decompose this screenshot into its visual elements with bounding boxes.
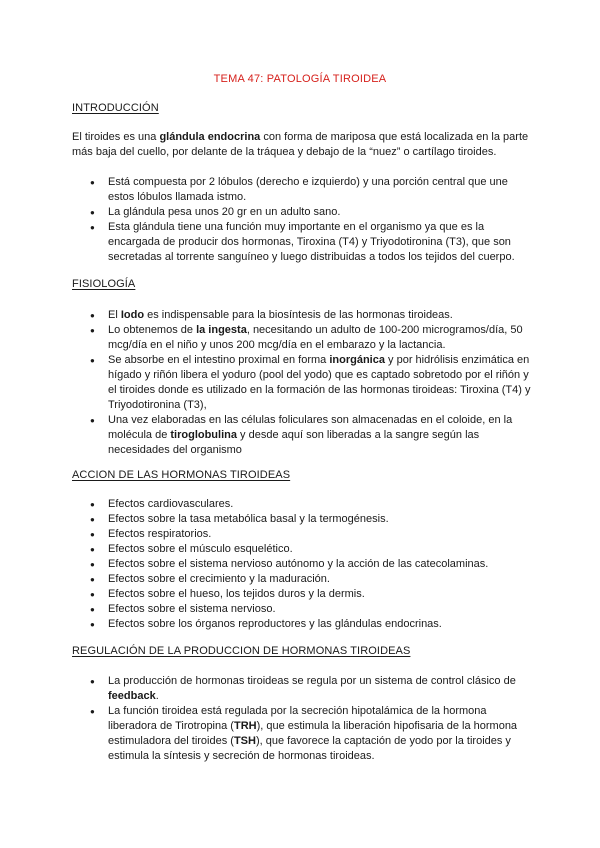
text-run: y por hidrólisis enzimática en hígado y riñón libera el yoduro (pool del yodo) que es captado sobretodo por el riñón y el tiroides donde es utilizado en la formación de las hormonas tiroideas: Tiroxina (T4) y Triyodotironina (T3), [108,354,531,411]
text-run: ), que favorece la captación de yodo por la tiroides y estimula la síntesis y secreción de hormonas tiroideas. [108,735,511,762]
list-item: ● Efectos sobre el crecimiento y la maduración. [72,572,532,587]
list-item: ● Efectos sobre los órganos reproductores y las glándulas endocrinas. [72,617,532,632]
list-item: ● Efectos sobre el hueso, los tejidos duros y la dermis. [72,587,532,602]
text-run: La producción de hormonas tiroideas se regula por un sistema de control clásico de [108,675,516,687]
list-item [72,323,532,353]
fisio-bullet-list [72,308,532,458]
list-item: ● Efectos sobre el sistema nervioso. [72,602,532,617]
text-run: Lo obtenemos de [108,324,197,336]
list-item: ● Efectos respiratorios. [72,527,532,542]
list-item: ● Está compuesta por 2 lóbulos (derecho e izquierdo) y una porción central que une estos lóbulos llamada istmo. [72,175,532,205]
accion-bullet-list [72,497,532,632]
text-run: El [108,309,121,321]
list-item [72,413,532,458]
text-run: La función tiroidea está regulada por la secreción hipotalámica de la hormona liberadora de Tirotropina ( [108,705,487,732]
intro-paragraph [72,130,532,160]
text-run: y desde aquí son liberadas a la sangre según las necesidades del organismo [108,429,480,456]
list-item: ● Efectos cardiovasculares. [72,497,532,512]
text-run: Una vez elaboradas en las células foliculares son almacenadas en el coloide, en la molécula de [108,414,513,441]
list-item: ● Esta glándula tiene una función muy importante en el organismo ya que es la encargada de producir dos hormonas, Tiroxina (T4) y Triyodotironina (T3), que son secretadas al torrente sanguíneo y luego distribuidas a todos los tejidos del cuerpo. [72,220,532,265]
text-run: . [155,690,159,702]
text-run: , necesitando un adulto de 100-200 microgramos/día, 50 mcg/día en el niño y unos 200 mcg/día en el embarazo y la lactancia. [108,324,523,351]
list-item: ● Efectos sobre la tasa metabólica basal y la termogénesis. [72,512,532,527]
intro-bullet-list [72,175,532,265]
text-run: es indispensable para la biosíntesis de las hormonas tiroideas. [144,309,453,321]
bold-text: feedback [108,690,156,702]
list-item [72,308,532,323]
section-heading-introduccion: INTRODUCCIÓN [72,102,159,114]
text-run: Se absorbe en el intestino proximal en forma [108,354,330,366]
bold-text: la ingesta [196,324,247,336]
section-heading-regulacion: REGULACIÓN DE LA PRODUCCION DE HORMONAS TIROIDEAS [72,645,411,657]
text-run: ), que estimula la liberación hipofisaria de la hormona estimuladora del tiroides ( [108,720,518,747]
list-item [72,674,532,704]
bold-text: TRH [233,720,257,732]
section-heading-accion: ACCION DE LAS HORMONAS TIROIDEAS [72,469,291,481]
bold-text: inorgánica [329,354,385,366]
text-run: El tiroides es una [72,131,160,143]
list-item: ● Efectos sobre el sistema nervioso autónomo y la acción de las catecolaminas. [72,557,532,572]
bold-text: Iodo [120,309,145,321]
bold-text: glándula endocrina [159,131,261,143]
list-item [72,704,532,764]
list-item [72,353,532,413]
regulacion-bullet-list [72,674,532,764]
list-item: ● Efectos sobre el músculo esquelético. [72,542,532,557]
bold-text: tiroglobulina [170,429,237,441]
text-run: con forma de mariposa que está localizada en la parte más baja del cuello, por delante de la tráquea y debajo de la “nuez” o cartílago tiroides. [72,131,529,158]
document-title: TEMA 47: PATOLOGÍA TIROIDEA [213,73,387,85]
bold-text: TSH [233,735,256,747]
section-heading-fisiologia: FISIOLOGÍA [72,278,136,290]
list-item: ● La glándula pesa unos 20 gr en un adulto sano. [72,205,532,220]
